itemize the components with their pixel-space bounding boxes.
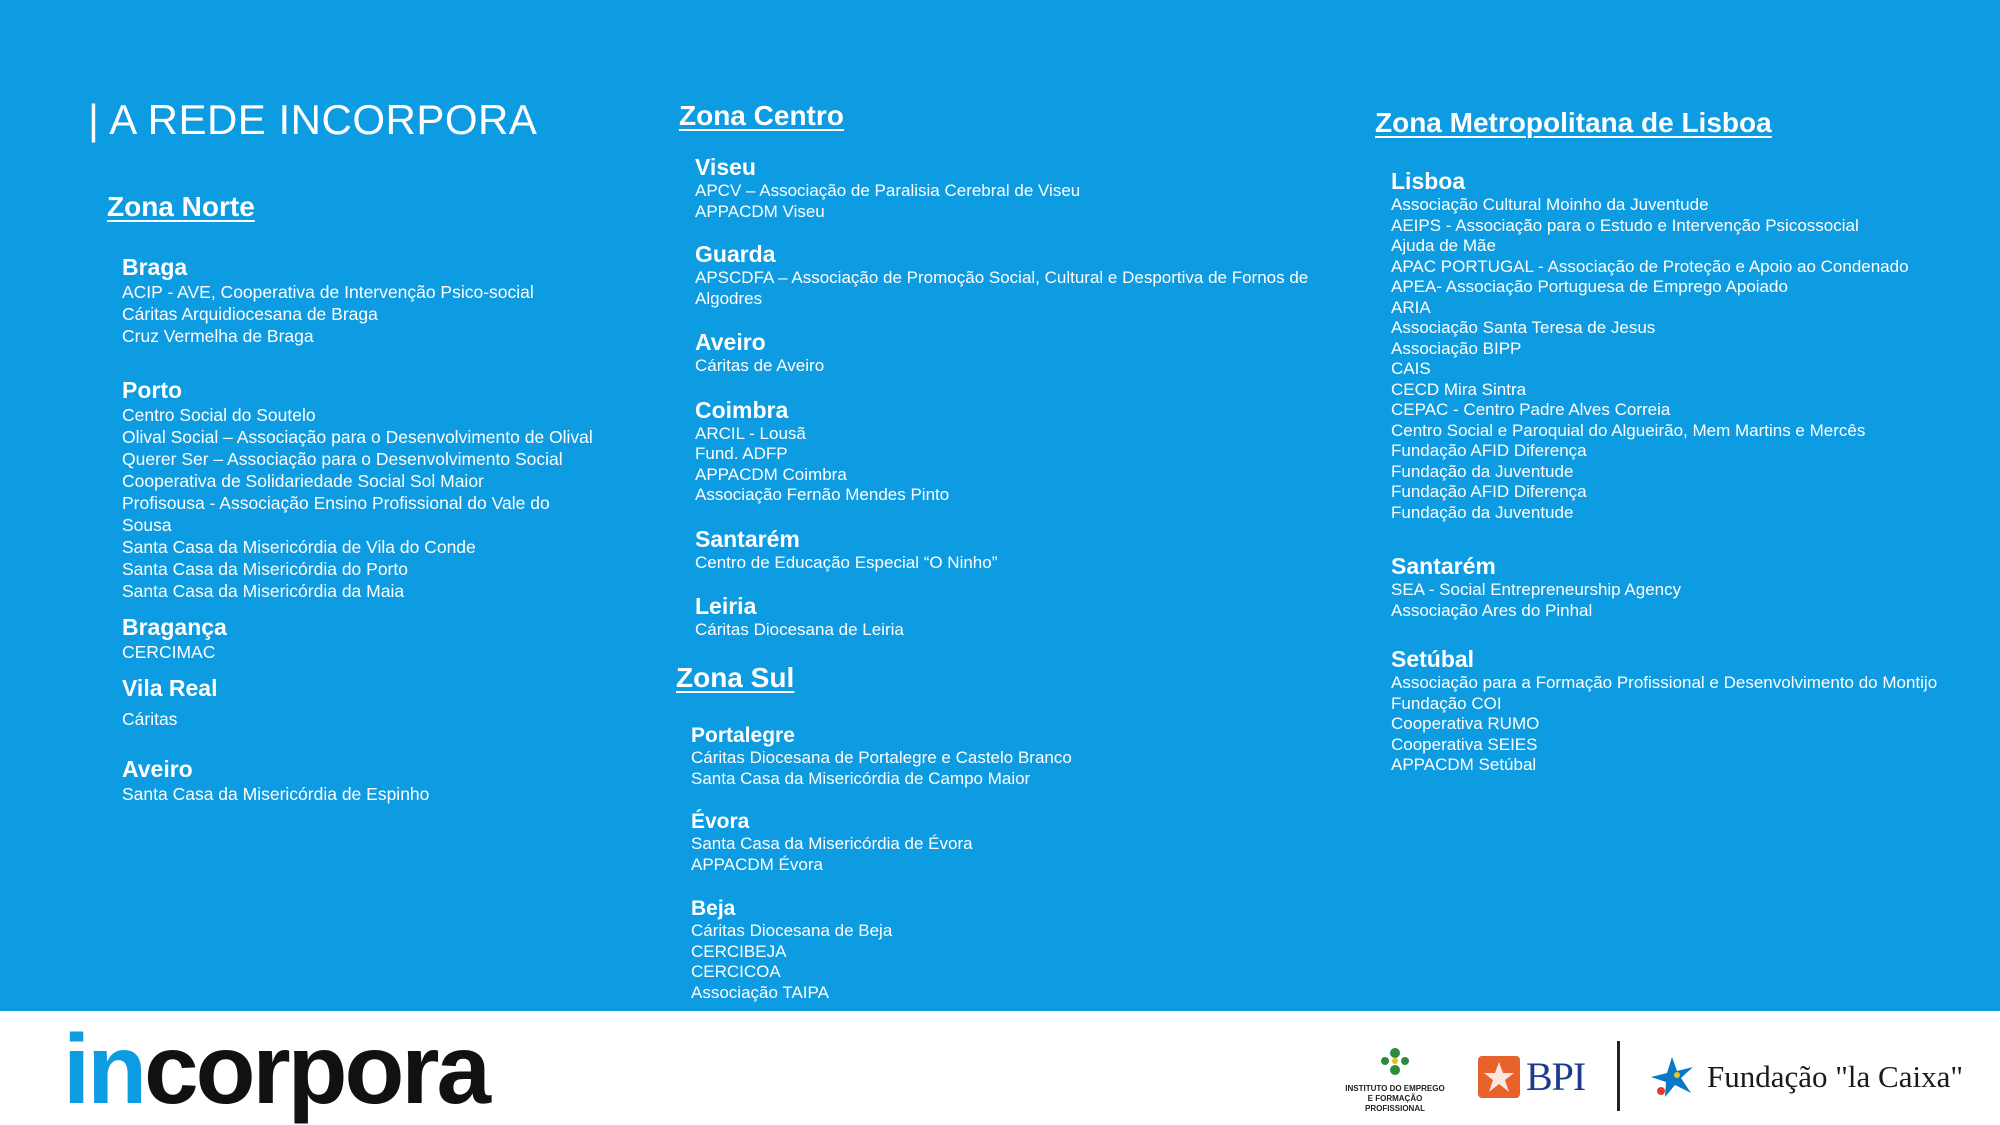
list-item: Cruz Vermelha de Braga (122, 326, 314, 346)
region-evora (691, 810, 1251, 875)
footer-bar (0, 1011, 2000, 1125)
list-item: AEIPS - Associação para o Estudo e Intervenção Psicossocial (1391, 215, 1859, 235)
list-item: Santa Casa da Misericórdia de Vila do Conde (122, 537, 476, 557)
list-item: Santa Casa da Misericórdia de Évora (691, 834, 973, 853)
list-item: Associação BIPP (1391, 338, 1522, 358)
list-item: Santa Casa da Misericórdia da Maia (122, 581, 405, 601)
iefp-name: INSTITUTO DO EMPREGO E FORMAÇÃO PROFISSIONAL (1345, 1084, 1445, 1113)
list-item: Ajuda de Mãe (1391, 236, 1496, 255)
list-item: APSCDFA – Associação de Promoção Social, Cultural e Desportiva de Fornos de Algodres (695, 268, 1309, 308)
list-item: Cáritas Diocesana de Leiria (695, 620, 904, 639)
brand-suffix: corpora (144, 1014, 488, 1124)
list-item: APCV – Associação de Paralisia Cerebral de Viseu (695, 181, 1081, 200)
zona-lisboa-heading: Zona Metropolitana de Lisboa (1375, 107, 1772, 138)
region-name: Portalegre (691, 724, 795, 747)
region-aveiro (122, 756, 622, 805)
list-item: Santa Casa da Misericórdia do Porto (122, 559, 408, 579)
list-item: Centro de Educação Especial “O Ninho” (695, 552, 998, 572)
list-item: Cooperativa RUMO (1391, 714, 1540, 733)
list-item: Querer Ser – Associação para o Desenvolvimento Social (122, 449, 563, 469)
region-name: Coimbra (695, 396, 789, 423)
zona-norte-column (122, 254, 622, 805)
region-name: Setúbal (1391, 646, 1475, 672)
list-item: Olival Social – Associação para o Desenvolvimento de Olival (122, 427, 593, 447)
list-item: CERCIMAC (122, 642, 216, 662)
region-guarda (695, 241, 1315, 309)
region-name: Porto (122, 377, 183, 403)
list-item: ARIA (1391, 297, 1431, 317)
bpi-star-icon (1478, 1056, 1520, 1098)
iefp-emblem-icon (1375, 1045, 1415, 1079)
zona-centro-heading: Zona Centro (679, 100, 844, 131)
list-item: APPACDM Évora (691, 854, 823, 874)
list-item: Fundação da Juventude (1391, 461, 1574, 481)
region-name: Vila Real (122, 675, 218, 701)
list-item: Fundação COI (1391, 693, 1502, 713)
la-caixa-logo (1647, 1055, 1963, 1099)
region-name: Viseu (695, 154, 756, 180)
region-name: Lisboa (1391, 168, 1466, 194)
list-item: Fundação da Juventude (1391, 502, 1574, 522)
region-vila-real (122, 675, 622, 730)
list-item: Associação Ares do Pinhal (1391, 600, 1593, 620)
list-item: Fund. ADFP (695, 444, 788, 463)
bpi-logo (1478, 1053, 1585, 1100)
list-item: Centro Social do Soutelo (122, 405, 316, 425)
region-name: Bragança (122, 614, 227, 640)
list-item: CERCIBEJA (691, 941, 787, 961)
list-item: ACIP - AVE, Cooperativa de Intervenção Psico-social (122, 282, 534, 302)
list-item: Centro Social e Paroquial do Algueirão, Mem Martins e Mercês (1391, 420, 1866, 440)
list-item: Cáritas Diocesana de Portalegre e Castelo Branco (691, 748, 1072, 767)
zona-norte-heading: Zona Norte (107, 191, 255, 222)
region-name: Guarda (695, 241, 776, 267)
region-lisboa (1391, 168, 1981, 523)
list-item: APPACDM Setúbal (1391, 755, 1537, 774)
list-item: CAIS (1391, 359, 1431, 378)
list-item: Associação Fernão Mendes Pinto (695, 485, 950, 504)
brand-prefix: in (63, 1014, 145, 1124)
region-name: Aveiro (695, 329, 766, 355)
region-santarem-centro (695, 526, 1315, 574)
list-item: Fundação AFID Diferença (1391, 441, 1587, 460)
region-name: Beja (691, 897, 736, 920)
bpi-wordmark: BPI (1526, 1054, 1586, 1099)
region-viseu (695, 154, 1315, 222)
list-item: Associação TAIPA (691, 982, 829, 1002)
list-item: Associação Cultural Moinho da Juventude (1391, 195, 1709, 214)
list-item: APEA- Associação Portuguesa de Emprego Apoiado (1391, 277, 1788, 296)
list-item: Associação para a Formação Profissional e Desenvolvimento do Montijo (1391, 673, 1938, 692)
slide-title: | A REDE INCORPORA (88, 96, 538, 143)
region-name: Leiria (695, 593, 757, 619)
list-item: APPACDM Coimbra (695, 464, 847, 484)
list-item: Cooperativa de Solidariedade Social Sol Maior (122, 471, 484, 491)
region-leiria (695, 593, 1315, 641)
list-item: CERCICOA (691, 962, 781, 981)
region-aveiro-centro (695, 329, 1315, 377)
region-coimbra (695, 397, 1315, 506)
region-name: Braga (122, 254, 188, 280)
list-item: Associação Santa Teresa de Jesus (1391, 318, 1656, 337)
region-porto (122, 377, 622, 602)
list-item: APPACDM Viseu (695, 201, 825, 221)
region-name: Aveiro (122, 756, 193, 782)
list-item: Santa Casa da Misericórdia de Espinho (122, 784, 430, 804)
list-item: Santa Casa da Misericórdia de Campo Maior (691, 768, 1031, 788)
region-santarem-lisboa (1391, 553, 1981, 621)
list-item: APAC PORTUGAL - Associação de Proteção e Apoio ao Condenado (1391, 256, 1909, 276)
list-item: Cáritas (122, 709, 178, 729)
zona-sul-heading: Zona Sul (676, 662, 795, 693)
la-caixa-star-icon (1647, 1055, 1697, 1099)
iefp-logo (1340, 1045, 1450, 1114)
list-item: Fundação AFID Diferença (1391, 482, 1587, 501)
list-item: Cooperativa SEIES (1391, 734, 1538, 754)
incorpora-logo (63, 1014, 488, 1124)
list-item: ARCIL - Lousã (695, 423, 806, 443)
list-item: SEA - Social Entrepreneurship Agency (1391, 580, 1682, 599)
region-braganca (122, 614, 622, 663)
list-item: CECD Mira Sintra (1391, 379, 1527, 399)
region-name: Santarém (695, 525, 800, 552)
zona-sul-column (691, 724, 1251, 1003)
region-name: Santarém (1391, 553, 1496, 579)
zona-centro-column (695, 154, 1315, 641)
list-item: Profisousa - Associação Ensino Profissional do Vale do Sousa (122, 493, 550, 535)
region-setubal (1391, 646, 1981, 776)
list-item: Cáritas Diocesana de Beja (691, 921, 893, 940)
list-item: Cáritas Arquidiocesana de Braga (122, 304, 378, 324)
region-braga (122, 254, 622, 347)
la-caixa-wordmark: Fundação "la Caixa" (1707, 1059, 1964, 1094)
region-name: Évora (691, 810, 750, 833)
logo-divider (1617, 1041, 1620, 1111)
zona-lisboa-column (1391, 168, 1981, 776)
region-portalegre (691, 724, 1251, 789)
list-item: Cáritas de Aveiro (695, 356, 825, 375)
region-beja (691, 897, 1251, 1003)
list-item: CEPAC - Centro Padre Alves Correia (1391, 400, 1671, 419)
